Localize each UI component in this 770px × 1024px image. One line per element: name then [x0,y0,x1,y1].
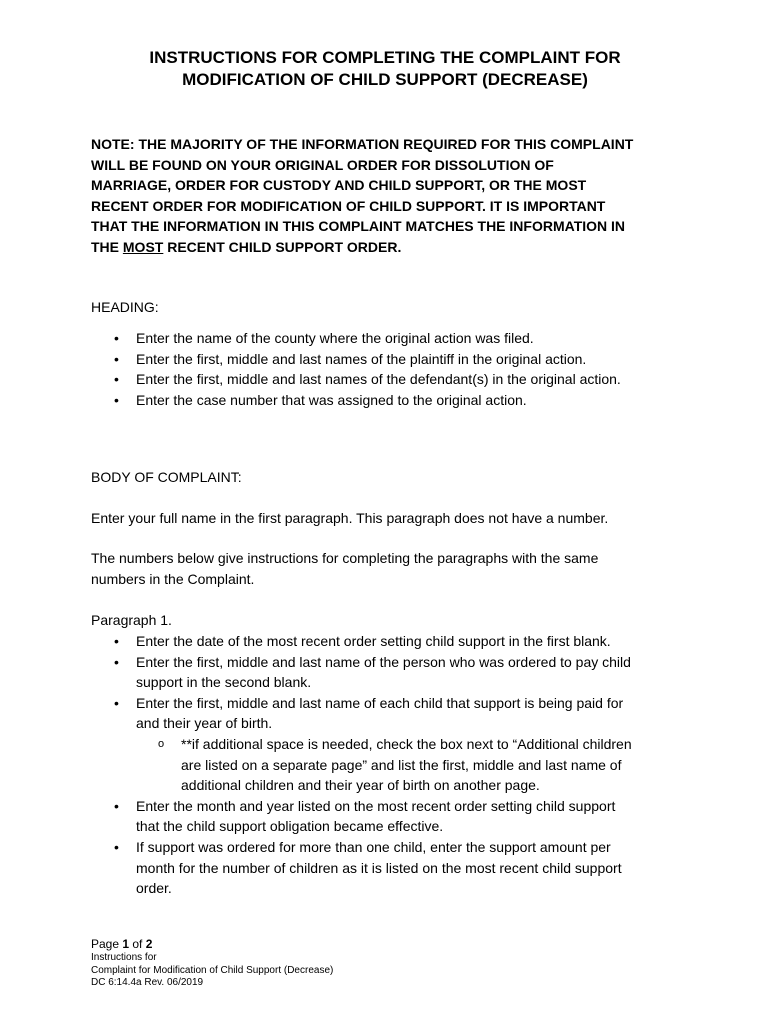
list-item: • Enter the case number that was assigned to the original action. [0,390,676,411]
document-title [90,47,680,91]
note-line-1: NOTE: THE MAJORITY OF THE INFORMATION REQUIRED FOR THIS COMPLAINT [91,136,634,152]
bullet-icon: • [114,653,119,670]
bullet-icon: • [114,391,119,408]
list-item: • Enter the first, middle and last names of the plaintiff in the original action. [0,349,676,370]
bullet-icon: • [114,371,119,388]
paragraph-1-label: Paragraph 1. [91,612,172,628]
paragraph-1-list [0,631,721,899]
list-item: • Enter the name of the county where the original action was filed. [0,328,676,349]
note-line-6-post: RECENT CHILD SUPPORT ORDER. [163,238,402,255]
page-footer [91,937,333,990]
footer-line-2: Instructions for [91,952,157,963]
bullet-icon: • [114,838,119,855]
page-number: Page 1 of 2 [91,937,153,951]
list-item: • Enter the first, middle and last name of the person who was ordered to pay child support in the second blank. [114,653,631,691]
circle-bullet-icon: o [158,737,165,750]
note-line-4: RECENT ORDER FOR MODIFICATION OF CHILD SUPPORT. IT IS IMPORTANT [91,197,606,214]
note-block [91,134,691,258]
note-line-2: WILL BE FOUND ON YOUR ORIGINAL ORDER FOR DISSOLUTION OF [91,156,554,173]
bullet-icon: • [114,350,119,367]
note-underlined-word: MOST [122,238,164,255]
numbers-explanation-line-2: numbers in the Complaint. [91,571,255,587]
list-item: • Enter the first, middle and last names of the defendant(s) in the original action. [0,369,676,390]
list-item: • If support was ordered for more than one child, enter the support amount per month for the number of children as it is listed on the most recent child support order. [114,838,622,897]
list-item: • Enter the first, middle and last name of each child that support is being paid for and their year of birth. [114,694,624,732]
note-line-6 [91,237,691,258]
note-line-5: THAT THE INFORMATION IN THIS COMPLAINT MATCHES THE INFORMATION IN [91,218,626,235]
title-line-2: MODIFICATION OF CHILD SUPPORT (DECREASE) [182,70,588,89]
body-section-label: BODY OF COMPLAINT: [91,469,242,485]
list-item: • Enter the month and year listed on the most recent order setting child support that the child support obligation became effective. [114,797,616,835]
footer-form-number: DC 6:14.4a Rev. 06/2019 [91,977,204,988]
body-intro-text: Enter your full name in the first paragraph. This paragraph does not have a number. [91,510,609,526]
bullet-icon: • [114,633,119,649]
bullet-icon: • [114,330,119,346]
bullet-icon: • [114,797,119,814]
note-line-6-pre: THE [91,238,123,255]
list-item: • Enter the date of the most recent order setting child support in the first blank. [0,631,676,652]
note-line-3: MARRIAGE, ORDER FOR CUSTODY AND CHILD SUPPORT, OR THE MOST [91,177,587,194]
heading-list [0,328,676,410]
sub-list-item: o **if additional space is needed, check the box next to “Additional children are listed on a separate page” and list the first, middle and last name of additional children and their year of birth on another page. [158,735,632,794]
bullet-icon: • [114,694,119,711]
footer-line-3: Complaint for Modification of Child Support (Decrease) [91,964,334,976]
heading-section-label: HEADING: [91,299,159,315]
numbers-explanation-line-1: The numbers below give instructions for completing the paragraphs with the same [91,550,599,566]
title-line-1: INSTRUCTIONS FOR COMPLETING THE COMPLAINT FOR [149,48,621,67]
